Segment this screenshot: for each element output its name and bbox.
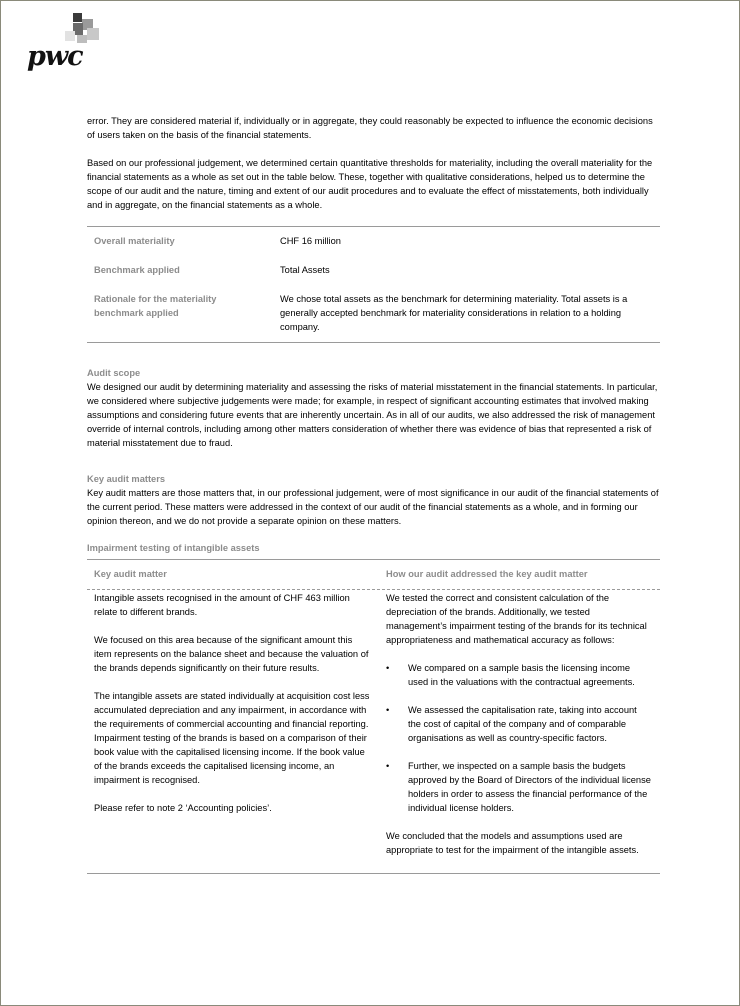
- list-item: [386, 661, 652, 689]
- intro-paragraph-1: error. They are considered material if, individually or in aggregate, they could reasonably be expected to influence the economic decisions of users taken on the basis of the financial statements.: [87, 116, 653, 140]
- logo-square: [65, 31, 75, 41]
- bullet-icon: •: [386, 705, 390, 715]
- pwc-logo: [27, 13, 107, 73]
- list-item: [386, 759, 652, 815]
- response-intro: We tested the correct and consistent calculation of the depreciation of the brands. Additionally, we tested management’s impairment testing of the brands for its technical appropriateness and mathematical accuracy as follows:: [386, 593, 647, 645]
- materiality-table: [87, 226, 660, 343]
- materiality-value: Total Assets: [280, 265, 330, 275]
- kam-paragraph: Intangible assets recognised in the amount of CHF 463 million relate to different brands.: [94, 593, 350, 617]
- column-header-key-audit-matter: Key audit matter: [94, 569, 167, 579]
- list-item-text: We assessed the capitalisation rate, taking into account the cost of capital of the company and of comparable organisations as well as country-specific factors.: [408, 705, 637, 743]
- logo-square: [73, 13, 82, 22]
- table-row: [87, 292, 660, 334]
- key-audit-matters-heading: Key audit matters: [87, 474, 166, 484]
- materiality-value: We chose total assets as the benchmark for determining materiality. Total assets is a generally accepted benchmark for materiality considerations in relation to a holding company.: [280, 294, 628, 332]
- column-header-audit-response: How our audit addressed the key audit matter: [386, 569, 588, 579]
- table-header: [87, 560, 660, 590]
- report-content: [87, 114, 660, 874]
- audit-scope-heading: Audit scope: [87, 368, 141, 378]
- logo-wordmark: pwc: [27, 41, 83, 72]
- kam-paragraph: Please refer to note 2 ‘Accounting policies’.: [94, 803, 272, 813]
- response-conclusion: We concluded that the models and assumptions used are appropriate to test for the impairment of the intangible assets.: [386, 831, 639, 855]
- logo-square: [87, 28, 99, 40]
- impairment-heading: Impairment testing of intangible assets: [87, 543, 260, 553]
- key-audit-matters-text: Key audit matters are those matters that, in our professional judgement, were of most significance in our audit of the financial statements of the current period. These matters were addressed in the context of our audit of the financial statements as a whole, and in forming our opinion thereon, and we do not provide a separate opinion on these matters.: [87, 488, 659, 526]
- intro-paragraph-2: Based on our professional judgement, we determined certain quantitative thresholds for materiality, including the overall materiality for the financial statements as a whole as set out in the table below. These, together with qualitative considerations, helped us to determine the scope of our audit and the nature, timing and extent of our audit procedures and to evaluate the effect of misstatements, both individually and in aggregate, on the financial statements as a whole.: [87, 158, 653, 210]
- table-row: [87, 234, 660, 248]
- list-item: [386, 703, 652, 745]
- bullet-icon: •: [386, 663, 390, 673]
- materiality-value: CHF 16 million: [280, 236, 341, 246]
- materiality-label: Overall materiality: [94, 236, 175, 246]
- key-audit-matter-table: [87, 559, 660, 874]
- table-row: [87, 263, 660, 277]
- audit-scope-text: We designed our audit by determining materiality and assessing the risks of material misstatement in the financial statements. In particular, we considered where subjective judgements were made; for example, in respect of significant accounting estimates that involved making assumptions and considering future events that are inherently uncertain. As in all of our audits, we also addressed the risk of management override of internal controls, including among other matters consideration of whether there was evidence of bias that represented a risk of material misstatement due to fraud.: [87, 382, 658, 448]
- audit-response-column: [386, 591, 660, 857]
- kam-paragraph: The intangible assets are stated individually at acquisition cost less accumulated depreciation and any impairment, in accordance with the requirements of commercial accounting and financial reporting. Impairment testing of the brands is based on a comparison of their book value with the capitalised licensing income. If the book value of the brands exceeds the capitalised licensing income, an impairment is recognised.: [94, 691, 370, 785]
- kam-paragraph: We focused on this area because of the significant amount this item represents on the balance sheet and because the valuation of the brands depends significantly on their future results.: [94, 635, 369, 673]
- materiality-label: Rationale for the materiality benchmark applied: [94, 294, 217, 318]
- list-item-text: We compared on a sample basis the licensing income used in the valuations with the contractual agreements.: [408, 663, 635, 687]
- materiality-label: Benchmark applied: [94, 265, 180, 275]
- list-item-text: Further, we inspected on a sample basis the budgets approved by the Board of Directors of the individual license holders in order to assess the financial performance of the individual license holders.: [408, 761, 651, 813]
- table-row: [87, 590, 660, 873]
- bullet-icon: •: [386, 761, 390, 771]
- key-audit-matter-column: [87, 591, 386, 857]
